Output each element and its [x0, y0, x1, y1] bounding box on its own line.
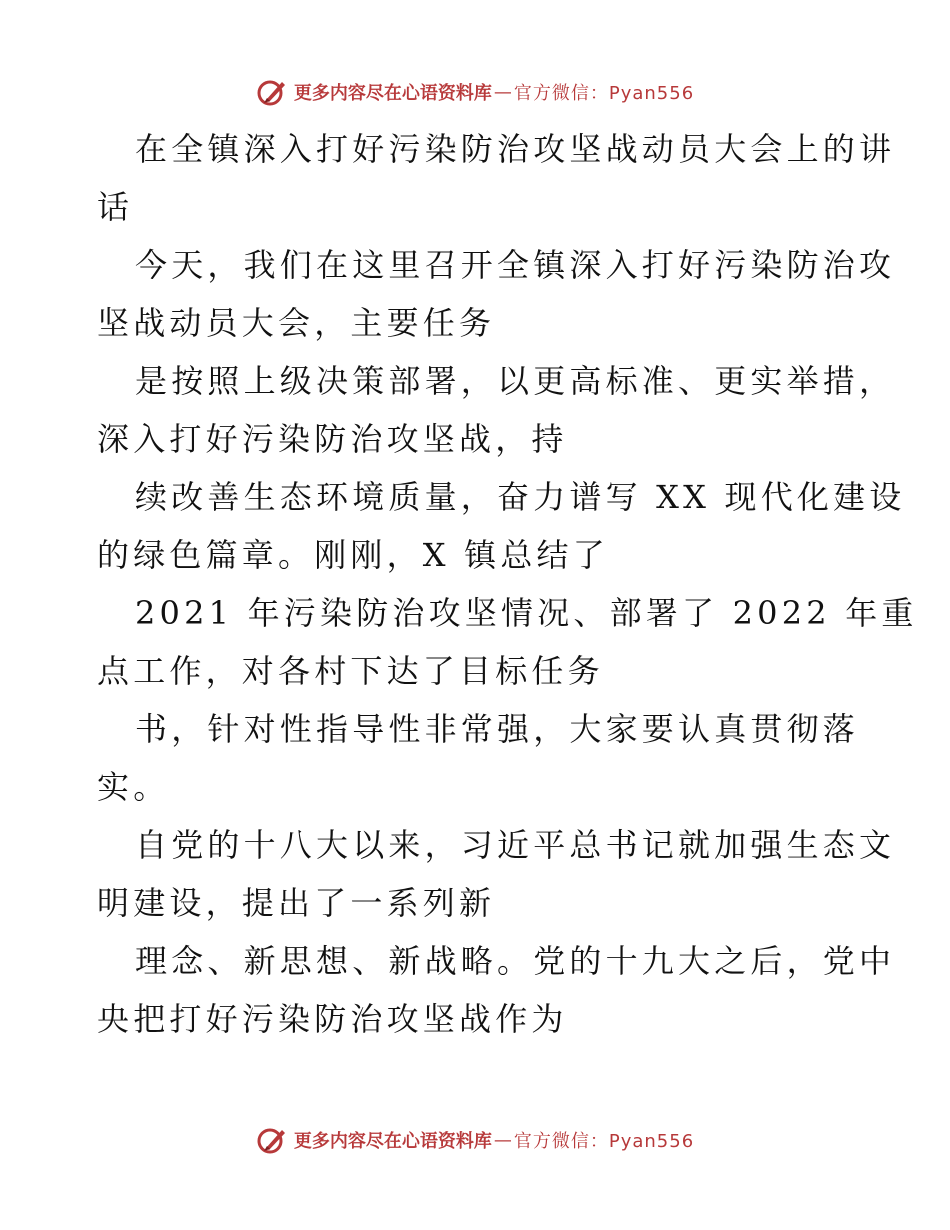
watermark-separator: —	[493, 81, 512, 103]
paragraph-6-line-2: 明建设，提出了一系列新	[97, 884, 496, 922]
document-body	[97, 120, 918, 1048]
paragraph-1-line-2: 坚战动员大会，主要任务	[97, 304, 496, 342]
paragraph-7-line-1: 理念、新思想、新战略。党的十九大之后，党中	[135, 942, 896, 980]
paragraph-4-line-2: 点工作，对各村下达了目标任务	[97, 652, 604, 690]
paragraph-3-line-1: 续改善生态环境质量，奋力谱写 XX 现代化建设	[135, 478, 906, 516]
watermark-main-text: 更多内容尽在心语资料库	[293, 1131, 492, 1152]
paragraph-7-line-2: 央把打好污染防治攻坚战作为	[97, 1000, 568, 1038]
doc-title-line-1: 在全镇深入打好污染防治攻坚战动员大会上的讲	[135, 130, 896, 168]
watermark-separator: —	[493, 1129, 512, 1151]
watermark-wechat-text: 官方微信：Pyan556	[513, 83, 695, 104]
doc-title-line-2: 话	[97, 188, 134, 226]
paragraph-2-line-2: 深入打好污染防治攻坚战，持	[97, 420, 568, 458]
footer-watermark	[0, 1120, 950, 1160]
quill-logo-icon	[256, 1124, 288, 1156]
watermark-wechat-text: 官方微信：Pyan556	[513, 1131, 695, 1152]
paragraph-5-line-2: 实。	[97, 768, 170, 806]
paragraph-5-line-1: 书，针对性指导性非常强，大家要认真贯彻落	[135, 710, 860, 748]
paragraph-2-line-1: 是按照上级决策部署，以更高标准、更实举措，	[135, 362, 896, 400]
header-watermark	[0, 72, 950, 112]
paragraph-6-line-1: 自党的十八大以来，习近平总书记就加强生态文	[135, 826, 896, 864]
paragraph-4-line-1: 2021 年污染防治攻坚情况、部署了 2022 年重	[135, 594, 918, 632]
quill-logo-icon	[256, 76, 288, 108]
watermark-main-text: 更多内容尽在心语资料库	[293, 83, 492, 104]
paragraph-1-line-1: 今天，我们在这里召开全镇深入打好污染防治攻	[135, 246, 896, 284]
paragraph-3-line-2: 的绿色篇章。刚刚，X 镇总结了	[97, 536, 609, 574]
